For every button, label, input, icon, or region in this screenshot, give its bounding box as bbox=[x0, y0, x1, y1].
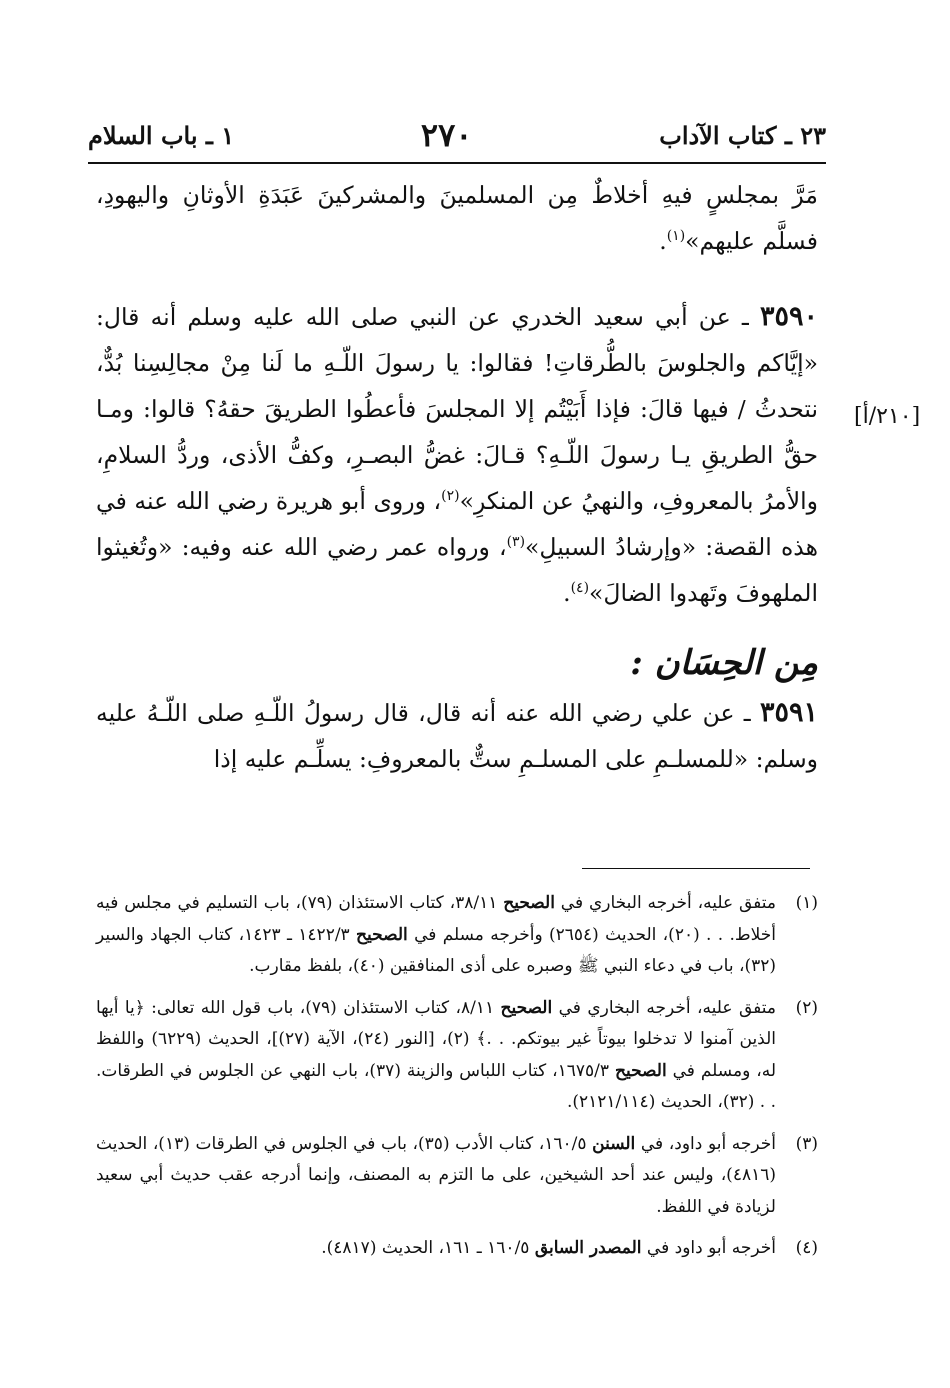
chapter-title: ٢٣ ـ كتاب الآداب bbox=[659, 120, 826, 150]
header-rule bbox=[88, 162, 826, 164]
page-number: ٢٧٠ bbox=[420, 116, 473, 154]
footnote-ref: (١) bbox=[666, 228, 686, 245]
footnote-2: (٢) متفق عليه، أخرجه البخاري في الصحيح ٨/١١، كتاب الاستئذان (٧٩)، باب قول الله تعالى: ﴿يا أيها الذين آمنوا لا تدخلوا بيوتاً غير بيوتكم. . .﴾ (٢)، [النور (٢٤)، الآية (٢٧)]، الحديث (٦٢٢٩) واللفظ له، ومسلم في الصحيح ١٦٧٥/٣، كتاب اللباس والزينة (٣٧)، باب النهي عن الجلوس في الطرقات. . . (٣٢)، الحديث (٢١٢١/١١٤). bbox=[96, 997, 818, 1112]
page-header bbox=[88, 112, 826, 158]
footnote-1: (١) متفق عليه، أخرجه البخاري في الصحيح ٣٨/١١، كتاب الاستئذان (٧٩)، باب التسليم في مجلس فيه أخلاط. . . (٢٠)، الحديث (٢٦٥٤) وأخرجه مسلم في الصحيح ١٤٢٢/٣ ـ ١٤٢٣، كتاب الجهاد والسير (٣٢)، باب في دعاء النبي ﷺ وصبره على أذى المنافقين (٤٠)، بلفظ مقارب. bbox=[96, 893, 818, 976]
footnote-ref: (٤) bbox=[570, 580, 590, 597]
section-heading: مِن الحِسَان : bbox=[630, 643, 818, 683]
footnote-ref: (٣) bbox=[506, 534, 526, 551]
intro-paragraph: مَرَّ بمجلسٍ فيهِ أخلاطٌ مِن المسلمينَ والمشركينَ عَبَدَةِ الأوثانِ واليهودِ، فسلَّم عليهم»$^{(١)}$. bbox=[96, 181, 818, 255]
footnote-3: (٣) أخرجه أبو داود، في السنن ١٦٠/٥، كتاب الأدب (٣٥)، باب في الجلوس في الطرقات (١٣)، الحديث (٤٨١٦)، وليس عند أحد الشيخين، على ما التزم به المصنف، وإنما أدرجه عقب حديث أبي سعيد لزيادة في اللفظ. bbox=[96, 1133, 818, 1217]
hadith-number: ٣٥٩٠ bbox=[759, 301, 818, 332]
footnote-ref: (٢) bbox=[441, 488, 460, 505]
footnote-4: (٤) أخرجه أبو داود في المصدر السابق ١٦٠/٥ ـ ١٦١، الحديث (٤٨١٧). bbox=[321, 1238, 818, 1258]
hadith-3591: ٣٥٩١ ـ عن علي رضي الله عنه أنه قال، قال رسولُ اللّـهِ صلى اللّـهُ عليه وسلم: «للمسلـمِ على المسلـمِ ستٌّ بالمعروفِ: يسلِّـم عليه إذا bbox=[96, 697, 818, 773]
section-title: ١ ـ باب السلام bbox=[88, 120, 235, 150]
hadith-number: ٣٥٩١ bbox=[759, 697, 818, 728]
hadith-3590: ٣٥٩٠ ـ عن أبي سعيد الخدري عن النبي صلى الله عليه وسلم أنه قال: «إيَّاكم والجلوسَ بالطُّرقاتِ! فقالوا: يا رسولَ اللّـهِ ما لَنا مِنْ مجالِسِنا بُدٌّ، نتحدثُ / فيها قالَ: فإذا أَبَيْتُم إلا المجلسَ فأعطُوا الطريقَ حقهُ؟ قالوا: ومـا حقُّ الطريقِ يـا رسولَ اللّـهِ؟ قـالَ: غضُّ البصـرِ، وكفُّ الأذى، وردُّ السلامِ، والأمرُ بالمعروفِ، والنهيُ عن المنكرِ»$^{(٢)}$، وروى أبو هريرة رضي الله عنه في هذه القصة: «وإرشادُ السبيلِ»$^{(٣)}$، ورواه عمر رضي الله عنه وفيه: «وتُغيثوا الملهوفَ وتَهدوا الضالَ»$^{(٤)}$. bbox=[96, 301, 818, 607]
footnote-rule bbox=[582, 868, 810, 869]
margin-manuscript-ref: [٢١٠/أ] bbox=[854, 404, 921, 429]
main-text bbox=[96, 172, 818, 782]
footnotes bbox=[96, 888, 818, 1275]
